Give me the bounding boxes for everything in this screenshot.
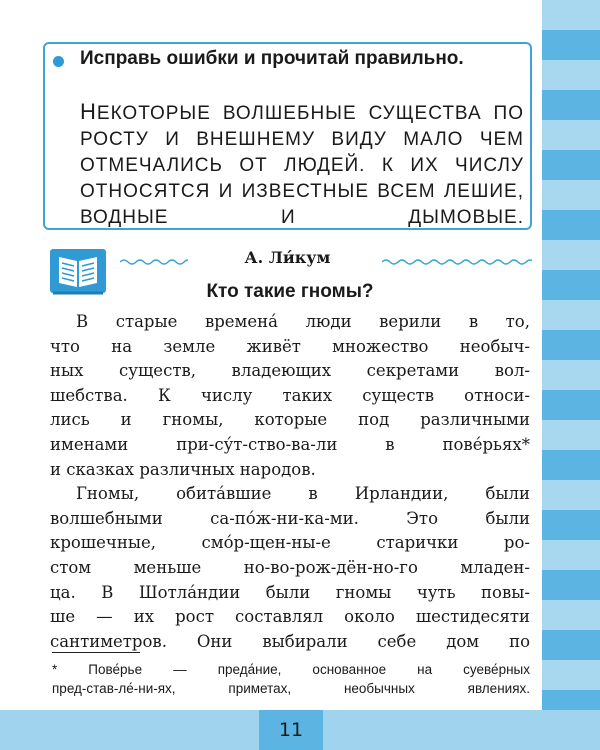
edge-stripe [542, 630, 600, 660]
edge-stripe [542, 0, 600, 30]
edge-stripe [542, 450, 600, 480]
footnote-line-1: * Пове́рье — преда́ние, основанное на суеве́рных [52, 662, 530, 677]
story-text [50, 310, 530, 654]
edge-stripe [542, 300, 600, 330]
task-title: Исправь ошибки и прочитай правильно. [80, 48, 464, 69]
footnote-line-2: пред-став-ле́-ни-ях, приметах, необычных явлениях. [52, 681, 530, 696]
edge-stripe [542, 150, 600, 180]
edge-stripe [542, 540, 600, 570]
story-line: крошечные, смо́р-щен-ны-е старички ро- [50, 533, 530, 553]
task-bullet-icon [53, 56, 64, 67]
edge-stripe [542, 120, 600, 150]
edge-stripe [542, 270, 600, 300]
story-line: шебства. К числу таких существ относи- [50, 385, 530, 405]
edge-stripe [542, 570, 600, 600]
task-text-body: ЕКОТОРЫЕ ВОЛШЕБНЫЕ СУЩЕСТВА ПО РОСТУ И ВНЕШНЕМУ ВИДУ МАЛО ЧЕМ ОТМЕЧАЛИСЬ ОТ ЛЮДЕЙ. К ИХ ЧИСЛУ ОТНОСЯТСЯ И ИЗВЕСТНЫЕ ВСЕМ ЛЕШИЕ, ВОДНЫЕ И ДЫМОВЫЕ. [80, 103, 524, 228]
story-line: лись и гномы, которые под различными [50, 410, 530, 430]
story-author: А. Ли́кум [244, 248, 331, 267]
story-line: именами при-су́т-ство-ва-ли в пове́рьях* [50, 434, 530, 454]
edge-stripe [542, 660, 600, 690]
edge-stripe [542, 330, 600, 360]
edge-stripe [542, 60, 600, 90]
story-line: сантиметров. Они выбирали себе дом по [50, 631, 530, 651]
footnote-divider [52, 652, 140, 653]
story-line: ца. В Шотла́ндии были гномы чуть повы- [50, 582, 530, 602]
edge-stripe [542, 240, 600, 270]
edge-stripe [542, 30, 600, 60]
edge-stripe [542, 390, 600, 420]
edge-stripe [542, 210, 600, 240]
page-number: 11 [259, 710, 323, 750]
story-line: стом меньше но-во-рож-дён-но-го младен- [50, 557, 530, 577]
decorative-wave-right [382, 257, 532, 267]
edge-stripe [542, 600, 600, 630]
page-edge-stripes [542, 0, 600, 750]
edge-stripe [542, 360, 600, 390]
edge-stripe [542, 180, 600, 210]
edge-stripe [542, 90, 600, 120]
edge-stripe [542, 480, 600, 510]
story-line: что на земле живёт множество необыч- [50, 336, 530, 356]
story-line: волшебными са-по́ж-ни-ка-ми. Это были [50, 508, 530, 528]
story-line: ше — их рост составлял около шестидесяти [50, 607, 530, 627]
footnote [52, 660, 530, 698]
task-text-first-letter: Н [80, 99, 97, 124]
edge-stripe [542, 510, 600, 540]
story-line: В старые времена́ люди верили в то, [76, 312, 530, 331]
decorative-wave-left [120, 257, 188, 267]
story-title: Кто такие гномы? [206, 281, 374, 302]
story-line: ных существ, владеющих секретами вол- [50, 361, 530, 381]
edge-stripe [542, 420, 600, 450]
task-text [80, 99, 524, 231]
story-line: и сказках различных народов. [50, 459, 316, 479]
story-line: Гномы, обита́вшие в Ирландии, были [76, 484, 530, 504]
